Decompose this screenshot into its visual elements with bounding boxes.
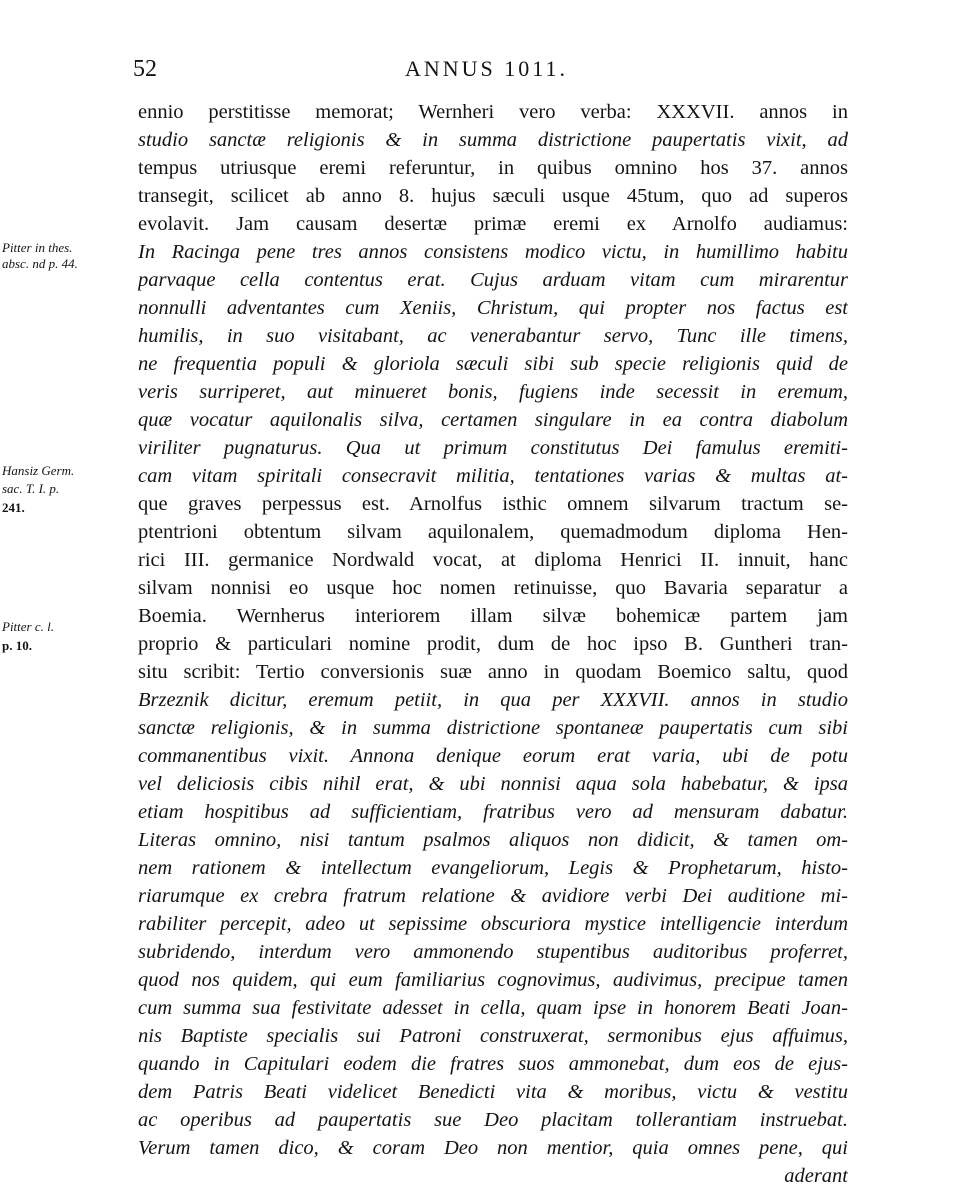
- margin-note: Hansiz Germ.: [2, 463, 75, 478]
- text-line: sanctæ religionis, & in summa districtione spontaneæ paupertatis cum sibi: [138, 717, 848, 739]
- text-line: rabiliter percepit, adeo ut sepissime obscuriora mystice intelligencie interdum: [138, 913, 848, 935]
- text-line: parvaque cella contentus erat. Cujus arduam vitam cum mirarentur: [138, 269, 848, 291]
- text-line: vel deliciosis cibis nihil erat, & ubi nonnisi aqua sola habebatur, & ipsa: [138, 773, 848, 795]
- page-header: [0, 56, 960, 90]
- page-number: 52: [133, 56, 157, 82]
- text-line: quæ vocatur aquilonalis silva, certamen singulare in ea contra diabolum: [138, 409, 848, 431]
- text-line: studio sanctæ religionis & in summa districtione paupertatis vixit, ad: [138, 129, 848, 151]
- text-line: Verum tamen dico, & coram Deo non mentior, quia omnes pene, qui: [138, 1137, 848, 1159]
- text-line: quod nos quidem, qui eum familiarius cognovimus, audivimus, precipue tamen: [138, 969, 848, 991]
- text-line: evolavit. Jam causam desertæ primæ eremi ex Arnolfo audiamus:: [138, 213, 848, 235]
- text-line: cam vitam spiritali consecravit militia, tentationes varias & multas at-: [138, 465, 848, 487]
- text-line: tempus utriusque eremi referuntur, in quibus omnino hos 37. annos: [138, 157, 848, 179]
- text-line: cum summa sua festivitate adesset in cella, quam ipse in honorem Beati Joan-: [138, 997, 848, 1019]
- text-line: Boemia. Wernherus interiorem illam silvæ bohemicæ partem jam: [138, 605, 848, 627]
- text-line: Brzeznik dicitur, eremum petiit, in qua per XXXVII. annos in studio: [138, 689, 848, 711]
- text-line: Literas omnino, nisi tantum psalmos aliquos non didicit, & tamen om-: [138, 829, 848, 851]
- margin-note: sac. T. I. p.: [2, 481, 60, 496]
- text-line: nem rationem & intellectum evangeliorum, Legis & Prophetarum, histo-: [138, 857, 848, 879]
- body-text: [138, 98, 848, 1190]
- text-line: proprio & particulari nomine prodit, dum de hoc ipso B. Guntheri tran-: [138, 633, 848, 655]
- text-line: ennio perstitisse memorat; Wernheri vero verba: XXXVII. annos in: [138, 101, 848, 123]
- margin-note: p. 10.: [2, 638, 32, 653]
- text-line: commanentibus vixit. Annona denique eorum erat varia, ubi de potu: [138, 745, 848, 767]
- catchword: aderant: [784, 1165, 848, 1187]
- text-line: ne frequentia populi & gloriola sæculi sibi sub specie religionis quid de: [138, 353, 848, 375]
- text-line: etiam hospitibus ad sufficientiam, fratribus vero ad mensuram dabatur.: [138, 801, 848, 823]
- margin-note: Pitter in thes.: [2, 240, 73, 255]
- text-line: situ scribit: Tertio conversionis suæ anno in quodam Boemico saltu, quod: [138, 661, 848, 683]
- text-line: ptentrioni obtentum silvam aquilonalem, quemadmodum diploma Hen-: [138, 521, 848, 543]
- margin-note: Pitter c. l.: [2, 619, 54, 634]
- text-line: veris surriperet, aut minueret bonis, fugiens inde secessit in eremum,: [138, 381, 848, 403]
- text-line: quando in Capitulari eodem die fratres suos ammonebat, dum eos de ejus-: [138, 1053, 848, 1075]
- text-line: subridendo, interdum vero ammonendo stupentibus auditoribus proferret,: [138, 941, 848, 963]
- running-head: ANNUS 1011.: [405, 56, 568, 81]
- text-line: ac operibus ad paupertatis sue Deo placitam tollerantiam instruebat.: [138, 1109, 848, 1131]
- text-line: humilis, in suo visitabant, ac venerabantur servo, Tunc ille timens,: [138, 325, 848, 347]
- text-line: dem Patris Beati videlicet Benedicti vita & moribus, victu & vestitu: [138, 1081, 848, 1103]
- text-line: nonnulli adventantes cum Xeniis, Christum, qui propter nos factus est: [138, 297, 848, 319]
- text-line: rici III. germanice Nordwald vocat, at diploma Henrici II. innuit, hanc: [138, 549, 848, 571]
- margin-note: 241.: [2, 500, 25, 515]
- text-line: riarumque ex crebra fratrum relatione & avidiore verbi Dei auditione mi-: [138, 885, 848, 907]
- text-line: nis Baptiste specialis sui Patroni construxerat, sermonibus ejus affuimus,: [138, 1025, 848, 1047]
- text-line: In Racinga pene tres annos consistens modico victu, in humillimo habitu: [138, 241, 848, 263]
- text-line: que graves perpessus est. Arnolfus isthic omnem silvarum tractum se-: [138, 493, 848, 515]
- text-line: silvam nonnisi eo usque hoc nomen retinuisse, quo Bavaria separatur a: [138, 577, 848, 599]
- text-line: viriliter pugnaturus. Qua ut primum constitutus Dei famulus eremiti-: [138, 437, 848, 459]
- margin-note: absc. nd p. 44.: [2, 256, 78, 271]
- text-line: transegit, scilicet ab anno 8. hujus sæculi usque 45tum, quo ad superos: [138, 185, 848, 207]
